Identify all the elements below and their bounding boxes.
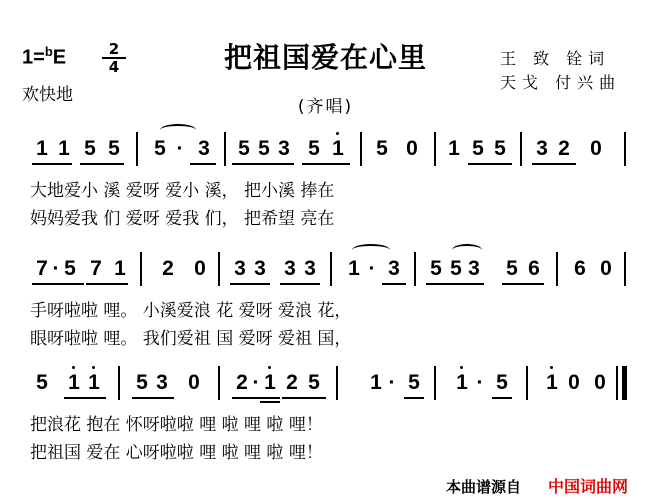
lyrics-verse-1: 把浪花 抱在 怀呀啦啦 哩 啦 哩 啦 哩！ (30, 415, 323, 435)
note: 1 (66, 370, 82, 396)
note: 1 (114, 257, 126, 280)
note: 5 (154, 137, 166, 160)
source-label: 本曲谱源自 (446, 478, 522, 496)
note: 1 (58, 137, 70, 160)
lyrics-verse-2: 眼呀啦啦 哩。 我们爱祖 国 爱呀 爱祖 国， (30, 329, 352, 349)
key-letter: E (52, 46, 67, 69)
note: 0 (594, 371, 606, 394)
note: 3 (304, 257, 316, 280)
note: · (52, 257, 60, 280)
note: 3 (468, 257, 480, 280)
note: 5 (494, 137, 506, 160)
tempo-marking: 欢快地 (22, 85, 73, 105)
note: 5 (238, 137, 250, 160)
lyrics-verse-2: 把祖国 爱在 心呀啦啦 哩 啦 哩 啦 哩！ (30, 443, 323, 463)
note: 5 (472, 137, 484, 160)
note: 3 (156, 371, 168, 394)
note: 0 (406, 137, 418, 160)
note: 2 (162, 257, 174, 280)
lyrics-verse-1: 手呀啦啦 哩。 小溪爱浪 花 爱呀 爱浪 花， (30, 301, 352, 321)
note: 3 (198, 137, 210, 160)
note: 2 (236, 371, 248, 394)
note: 1 (370, 371, 382, 394)
song-title: 把祖国爱在心里 (223, 41, 427, 74)
note: 1 (262, 370, 278, 396)
note: 1 (330, 136, 346, 162)
note: 0 (600, 257, 612, 280)
note: 6 (574, 257, 586, 280)
note: · (476, 371, 484, 394)
note: 5 (258, 137, 270, 160)
note: 0 (590, 137, 602, 160)
key-flat: b (44, 44, 53, 59)
note: 1 (36, 137, 48, 160)
note: 6 (528, 257, 540, 280)
note: 5 (430, 257, 442, 280)
note: 7 (90, 257, 102, 280)
note: 7 (36, 257, 48, 280)
note: 1 (544, 370, 560, 396)
note: 5 (136, 371, 148, 394)
note: · (252, 371, 260, 394)
note: 1 (454, 370, 470, 396)
note: 5 (308, 371, 320, 394)
key-main: 1= (22, 46, 45, 69)
note: 5 (408, 371, 420, 394)
note: 5 (496, 371, 508, 394)
staff-row-2 (0, 256, 651, 290)
note: · (368, 257, 376, 280)
note: 0 (568, 371, 580, 394)
note: 5 (506, 257, 518, 280)
note: 3 (284, 257, 296, 280)
note: 3 (278, 137, 290, 160)
note: · (388, 371, 396, 394)
lyrics-verse-1: 大地爱小 溪 爱呀 爱小 溪， 把小溪 捧在 (30, 181, 335, 201)
note: 1 (348, 257, 360, 280)
composer-credit: 天戈 付兴曲 (500, 73, 622, 92)
note: 0 (188, 371, 200, 394)
lyricist-credit: 王 致 铨词 (500, 49, 611, 68)
note: 0 (194, 257, 206, 280)
note: 3 (234, 257, 246, 280)
note: 5 (36, 371, 48, 394)
staff-row-1 (0, 136, 651, 170)
note: 5 (376, 137, 388, 160)
staff-row-3 (0, 370, 651, 404)
lyrics-verse-2: 妈妈爱我 们 爱呀 爱我 们， 把希望 亮在 (30, 209, 335, 229)
note: 5 (108, 137, 120, 160)
note: 2 (558, 137, 570, 160)
note: 5 (450, 257, 462, 280)
note: 5 (64, 257, 76, 280)
note: 1 (86, 370, 102, 396)
note: 1 (448, 137, 460, 160)
performance-note: (齐唱) (297, 97, 354, 117)
site-link[interactable]: 中国词曲网 (548, 477, 629, 496)
note: 5 (308, 137, 320, 160)
note: 2 (286, 371, 298, 394)
time-bottom: 4 (108, 58, 120, 76)
note: 3 (254, 257, 266, 280)
time-top: 2 (108, 40, 120, 58)
note: · (176, 137, 184, 160)
note: 5 (84, 137, 96, 160)
note: 3 (536, 137, 548, 160)
note: 3 (388, 257, 400, 280)
